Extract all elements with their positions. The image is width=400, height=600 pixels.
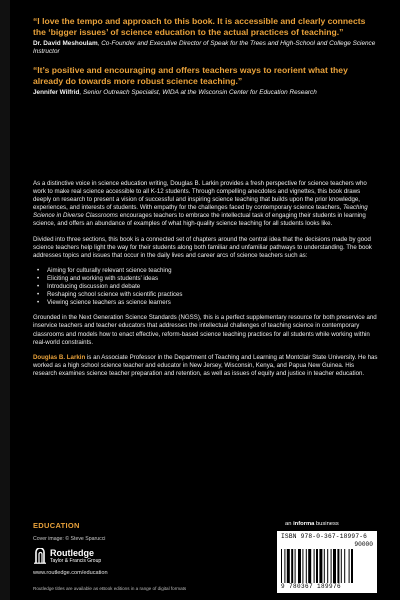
barcode-stripe	[333, 549, 336, 583]
list-item: • Introducing discussion and debate	[47, 283, 378, 291]
barcode-stripe	[319, 549, 322, 583]
barcode-stripe	[298, 549, 301, 583]
endorsement-2	[33, 65, 378, 97]
list-item: • Reshaping school science with scientific practices	[47, 291, 378, 299]
informa-suffix: business	[314, 521, 339, 527]
isbn-text: ISBN 978-0-367-18997-6	[281, 533, 368, 540]
publisher-group: Taylor & Francis Group	[50, 558, 102, 564]
publisher-url[interactable]: www.routledge.com/education	[33, 570, 108, 576]
barcode-stripe	[291, 549, 293, 583]
publisher-name: Routledge	[50, 548, 94, 558]
barcode-stripe	[295, 549, 296, 583]
description-text: As a distinctive voice in science education writing, Douglas B. Larkin provides a fresh perspective for science teachers who work to make real science accessible to all K-12 students. Through compelling anecdotes and vignettes, this book draws deeply on research to present a vision of successful and inspiring science teaching that builds upon the prior knowledge, experiences, and interests of students. With empathy for the challenges faced by contemporary science teachers,	[33, 180, 367, 212]
quote-attribution	[33, 89, 378, 97]
endorsements	[33, 16, 378, 106]
barcode-stripe	[314, 549, 315, 583]
barcode-stripe	[344, 549, 345, 583]
book-description	[33, 180, 378, 385]
list-item: • Eliciting and working with students’ ideas	[47, 275, 378, 283]
topic-list	[33, 267, 378, 307]
barcode-stripe	[337, 549, 339, 583]
list-item: • Aiming for culturally relevant science teaching	[47, 267, 378, 275]
quote-author: Jennifer Wilfrid	[33, 88, 80, 96]
barcode-stripe	[308, 549, 311, 583]
barcode-panel	[277, 531, 377, 593]
description-paragraph-3: Grounded in the Next Generation Science Standards (NGSS), this is a perfect supplementary resource for both preservice and inservice teachers and teacher educators that addresses the intellectual challenges of teaching science in contemporary classrooms and models how to enact effective, reform-based science teaching practices for all students while working within real-world constraints.	[33, 314, 377, 346]
barcode-stripe	[349, 549, 350, 583]
barcode-stripe	[284, 549, 285, 583]
informa-tagline	[285, 521, 339, 527]
description-paragraph-2: Divided into three sections, this book is a connected set of chapters around the central idea that the decisions made by good science teachers help light the way for their students along both familiar and unfamiliar pathways to understanding. The book addresses topics and issues that occur in the daily lives and career arcs of science teachers such as:	[33, 235, 372, 259]
barcode-stripe	[331, 549, 332, 583]
barcode-icon	[281, 549, 373, 583]
barcode-stripe	[287, 549, 290, 583]
barcode-stripe	[341, 549, 342, 583]
informa-brand: informa	[293, 521, 315, 527]
barcode-stripe	[324, 549, 325, 583]
barcode-digits: 9 780367 189976	[281, 583, 342, 590]
quote-attribution	[33, 40, 378, 56]
barcode-stripe	[302, 549, 303, 583]
publisher-logo	[33, 548, 102, 564]
description-text: encourages teachers to embrace the intellectual task of engaging their students in learning science, and offers an abundance of examples of what high-quality science teaching for all students looks like.	[33, 212, 366, 228]
barcode-stripe	[306, 549, 307, 583]
quote-text: “I love the tempo and approach to this book. It is accessible and clearly connects the ‘bigger issues’ of science education to the actual practices of teaching.”	[33, 16, 366, 37]
quote-text: “It’s positive and encouraging and offers teachers ways to reorient what they already do towards more robust science teaching.”	[33, 65, 348, 86]
author-bio	[33, 354, 378, 378]
book-title-italic: Teaching Science in Diverse Classrooms	[33, 204, 368, 220]
quote-author-role: , Co-Founder and Executive Director of Speak for the Trees and High-School and College Science Instructor	[33, 39, 376, 55]
author-bio-text: is an Associate Professor in the Department of Teaching and Learning at Montclair State University. He has worked as a high school science teacher and educator in New Jersey, Wisconsin, Kenya, and Papua New Guinea. His research examines science teacher preparation and retention, as well as issues of equity and justice in teacher education.	[33, 353, 378, 377]
routledge-logo-icon	[33, 548, 47, 564]
author-name: Douglas B. Larkin	[33, 353, 86, 361]
cover-credit: Cover image: © Steve Sparucci	[33, 536, 106, 542]
endorsement-1	[33, 16, 378, 56]
barcode-stripe	[316, 549, 318, 583]
barcode-stripe	[327, 549, 328, 583]
list-item: • Viewing science teachers as science learners	[47, 299, 378, 307]
description-paragraph-1	[33, 180, 378, 229]
subject-category: EDUCATION	[33, 521, 80, 530]
barcode-stripe	[281, 549, 282, 583]
quote-author-role: , Senior Outreach Specialist, WIDA at the Wisconsin Center for Education Research	[79, 88, 317, 96]
ebook-footnote: Routledge titles are available as eBook editions in a range of digital formats	[33, 586, 187, 591]
informa-prefix: an	[285, 521, 294, 527]
price-code: 90000	[354, 541, 373, 548]
barcode-stripe	[351, 549, 353, 583]
quote-author: Dr. David Meshoulam	[33, 39, 98, 47]
